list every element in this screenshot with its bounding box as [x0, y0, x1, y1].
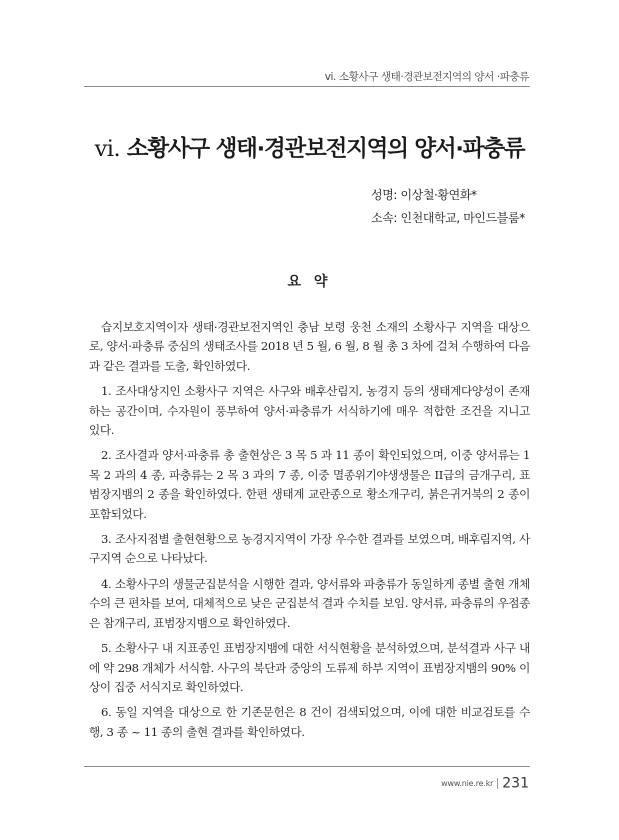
author-names: 성명: 이상철·황연화* — [371, 188, 477, 202]
abstract-point-6: 6. 동일 지역을 대상으로 한 기존문헌은 8 건이 검색되었으며, 이에 대한 비교검토를 수행, 3 종 ~ 11 종의 출현 결과를 확인하였다. — [89, 705, 530, 739]
running-header: vi. 소황사구 생태·경관보전지역의 양서 ·파충류 — [324, 71, 529, 83]
chapter-title — [0, 131, 619, 163]
abstract-point-5: 5. 소황사구 내 지표종인 표범장지뱀에 대한 서식현황을 분석하였으며, 분석결과 사구 내에 약 298 개체가 서식함. 사구의 북단과 중앙의 도류제 하부 지역이 표범장지뱀의 90% 이상이 집중 서식지로 확인하였다. — [89, 641, 530, 694]
footer-url-link[interactable]: www.nie.re.kr — [441, 779, 494, 788]
abstract-intro-paragraph: 습지보호지역이자 생태·경관보전지역인 충남 보령 웅천 소재의 소황사구 지역을 대상으로, 양서·파충류 중심의 생태조사를 2018 년 5 월, 6 월, 8 월 총 3 차에 걸쳐 수행하여 다음과 같은 결과를 도출, 확인하였다. — [89, 320, 530, 373]
abstract-body — [89, 318, 530, 748]
page-footer — [441, 773, 529, 792]
chapter-title-text: 소황사구 생태·경관보전지역의 양서·파충류 — [126, 136, 525, 162]
abstract-heading: 요 약 — [287, 274, 332, 290]
page-number: 231 — [502, 775, 529, 792]
abstract-point-1: 1. 조사대상지인 소황사구 지역은 사구와 배후산림지, 농경지 등의 생태계다양성이 존재하는 공간이며, 수자원이 풍부하여 양서·파충류가 서식하기에 매우 적합한 조건을 지니고 있다. — [89, 384, 530, 438]
abstract-point-4: 4. 소황사구의 생물군집분석을 시행한 결과, 양서류와 파충류가 동일하게 종별 출현 개체 수의 큰 편차를 보여, 대체적으로 낮은 군집분석 결과 수치를 보임. 양서류, 파충류의 우점종은 참개구리, 표범장지뱀으로 확인하였다. — [89, 576, 530, 630]
footer-divider — [84, 766, 530, 767]
abstract-point-2: 2. 조사결과 양서·파충류 총 출현상은 3 목 5 과 11 종이 확인되었으며, 이중 양서류는 1 목 2 과의 4 종, 파충류는 2 목 3 과의 7 종, 이중 멸종위기야생생물은 II급의 금개구리, 표범장지뱀의 2 종을 확인하였다. 한편 생태계 교란종으로 황소개구리, 붉은귀거북의 2 종이 포함되었다. — [89, 448, 530, 521]
chapter-roman-numeral: vi. — [94, 136, 121, 162]
abstract-point-3: 3. 조사지점별 출현현황으로 농경지지역이 가장 우수한 결과를 보였으며, 배후림지역, 사구지역 순으로 나타났다. — [89, 532, 530, 566]
author-affiliation: 소속: 인천대학교, 마인드블룸* — [371, 211, 525, 225]
footer-separator — [497, 778, 498, 789]
header-divider — [84, 86, 530, 87]
